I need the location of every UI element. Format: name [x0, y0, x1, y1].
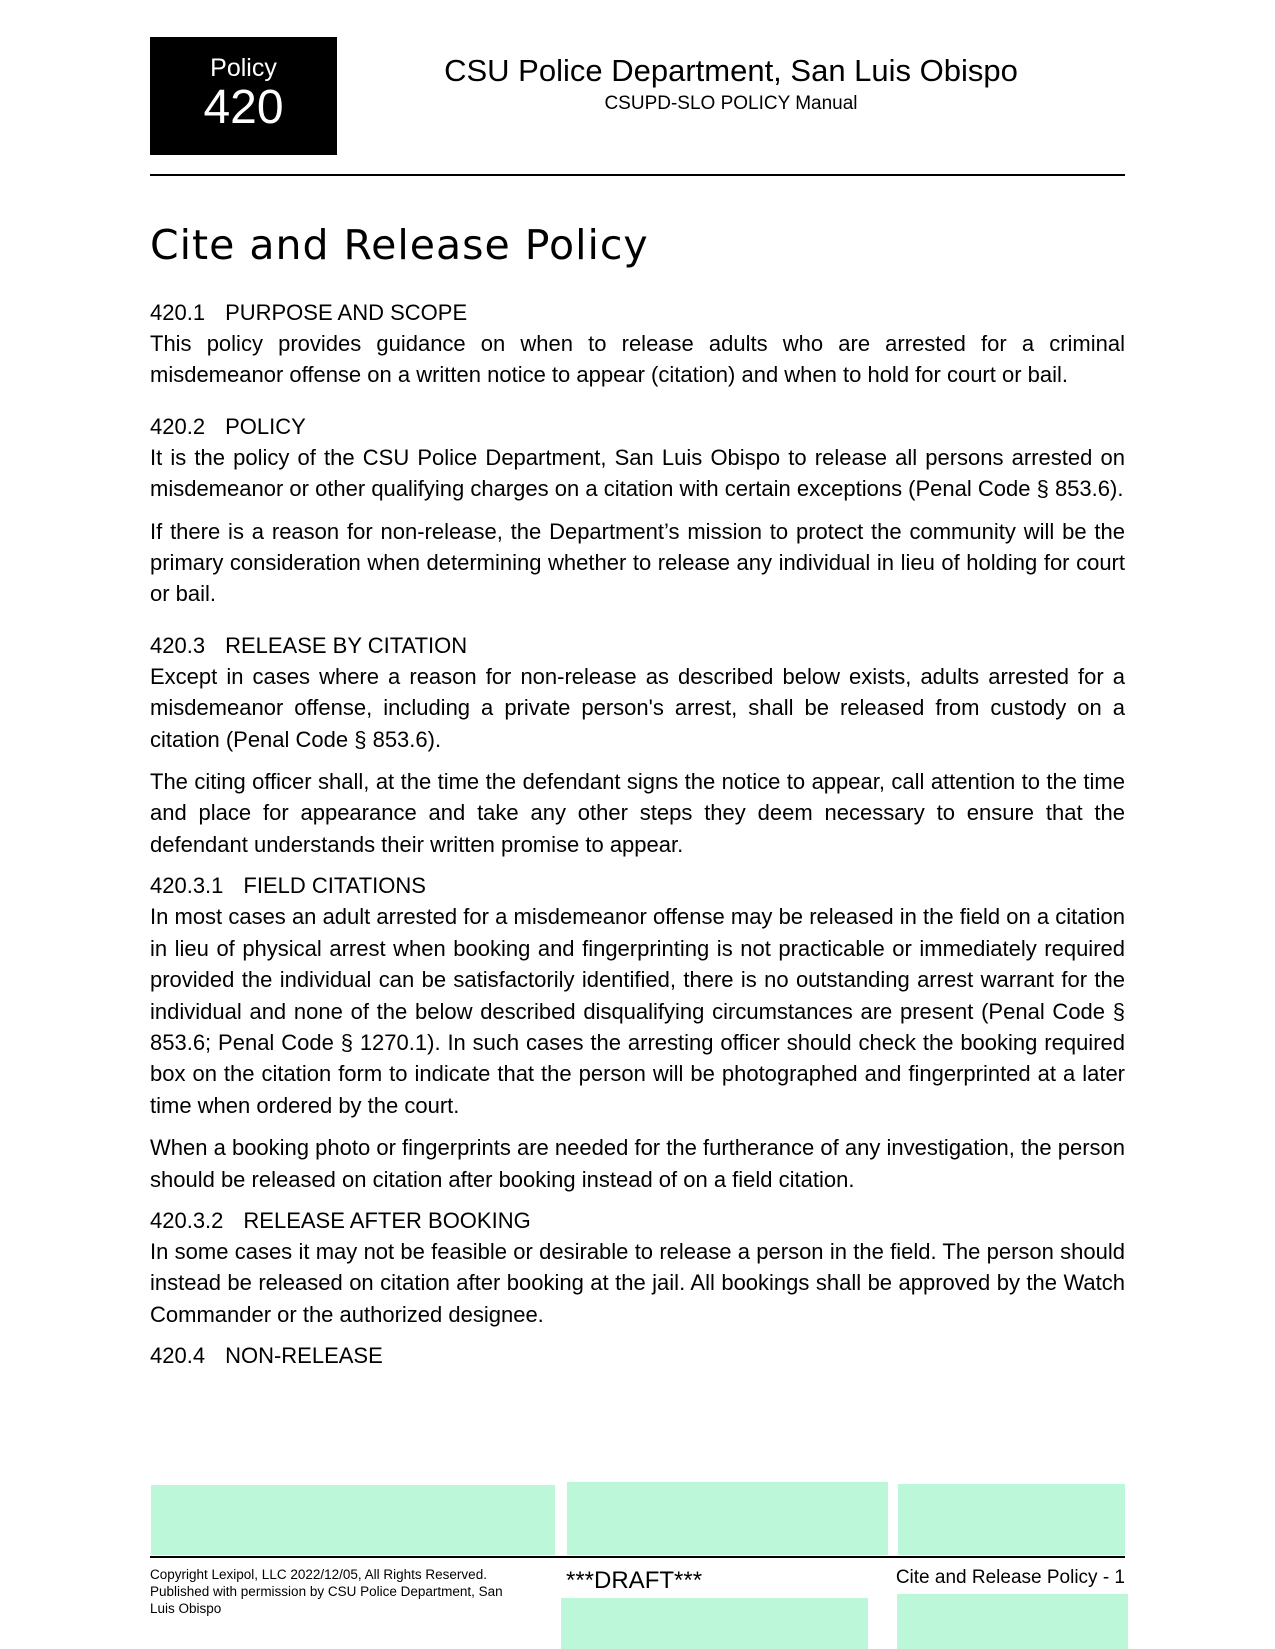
section-non-release	[150, 1341, 1125, 1371]
section-heading	[150, 298, 1125, 328]
section-title: FIELD CITATIONS	[243, 873, 426, 899]
section-title: PURPOSE AND SCOPE	[225, 300, 468, 325]
policy-badge-label: Policy	[210, 54, 277, 82]
highlight-block	[151, 1485, 555, 1555]
section-number: 420.1	[150, 300, 206, 325]
section-number: 420.3	[150, 632, 206, 658]
footer-copyright: Copyright Lexipol, LLC 2022/12/05, All Rights Reserved. Published with permission by CSU Police Department, San Luis Obispo	[150, 1567, 503, 1616]
document-body	[150, 220, 1125, 1392]
section-release-by-citation	[150, 631, 1125, 860]
section-release-after-booking	[150, 1206, 1125, 1330]
section-purpose-and-scope	[150, 298, 1125, 391]
section-title: POLICY	[225, 413, 306, 439]
section-policy	[150, 412, 1125, 610]
header-divider	[150, 174, 1125, 176]
section-heading	[150, 631, 1125, 661]
section-number: 420.3.1	[150, 873, 224, 899]
section-paragraph: It is the policy of the CSU Police Department, San Luis Obispo to release all persons arrested on misdemeanor or other qualifying charges on a citation with certain exceptions (Penal Code § 853.6).	[150, 444, 1125, 502]
department-name: CSU Police Department, San Luis Obispo	[444, 53, 1018, 88]
draft-watermark: ***DRAFT***	[566, 1567, 703, 1594]
highlight-block	[897, 1594, 1128, 1649]
section-number: 420.4	[150, 1343, 206, 1369]
highlight-block	[567, 1482, 888, 1555]
footer-page-label: Cite and Release Policy - 1	[895, 1567, 1125, 1588]
section-paragraph: The citing officer shall, at the time the defendant signs the notice to appear, call attention to the time and place for appearance and take any other steps they deem necessary to ensure that the defendant understands their written promise to appear.	[150, 769, 1125, 857]
page-title: Cite and Release Policy	[150, 221, 649, 269]
section-paragraph: In some cases it may not be feasible or desirable to release a person in the field. The person should instead be released on citation after booking at the jail. All bookings shall be approved by the Watch Commander or the authorized designee.	[150, 1238, 1125, 1327]
section-heading	[150, 412, 1125, 442]
section-heading	[150, 1341, 1125, 1371]
policy-number: 420	[203, 81, 284, 134]
section-title: RELEASE BY CITATION	[225, 632, 468, 658]
highlight-block	[898, 1484, 1125, 1555]
section-paragraph: Except in cases where a reason for non-release as described below exists, adults arrested for a misdemeanor offense, including a private person's arrest, shall be released from custody on a citation (Penal Code § 853.6).	[150, 663, 1125, 752]
section-heading	[150, 1206, 1125, 1236]
manual-name: CSUPD-SLO POLICY Manual	[604, 93, 858, 114]
highlight-block	[561, 1598, 868, 1649]
section-heading	[150, 871, 1125, 901]
section-title: RELEASE AFTER BOOKING	[243, 1207, 531, 1233]
section-paragraph: When a booking photo or fingerprints are needed for the furtherance of any investigation, the person should be released on citation after booking instead of on a field citation.	[150, 1135, 1125, 1192]
section-number: 420.2	[150, 413, 206, 439]
section-paragraph: In most cases an adult arrested for a misdemeanor offense may be released in the field on a citation in lieu of physical arrest when booking and fingerprinting is not practicable or immediately required provided the individual can be satisfactorily identified, there is no outstanding arrest warrant for the individual and none of the below described disqualifying circumstances are present (Penal Code § 853.6; Penal Code § 1270.1). In such cases the arresting officer should check the booking required box on the citation form to indicate that the person will be photographed and fingerprinted at a later time when ordered by the court.	[150, 904, 1125, 1118]
footer-divider	[150, 1556, 1125, 1558]
section-paragraph: If there is a reason for non-release, the Department’s mission to protect the community will be the primary consideration when determining whether to release any individual in lieu of holding for court or bail.	[150, 518, 1125, 607]
policy-badge	[150, 37, 337, 155]
section-paragraph: This policy provides guidance on when to release adults who are arrested for a criminal misdemeanor offense on a written notice to appear (citation) and when to hold for court or bail.	[150, 331, 1125, 388]
section-number: 420.3.2	[150, 1207, 224, 1233]
section-title: NON-RELEASE	[225, 1343, 383, 1369]
section-field-citations	[150, 871, 1125, 1195]
